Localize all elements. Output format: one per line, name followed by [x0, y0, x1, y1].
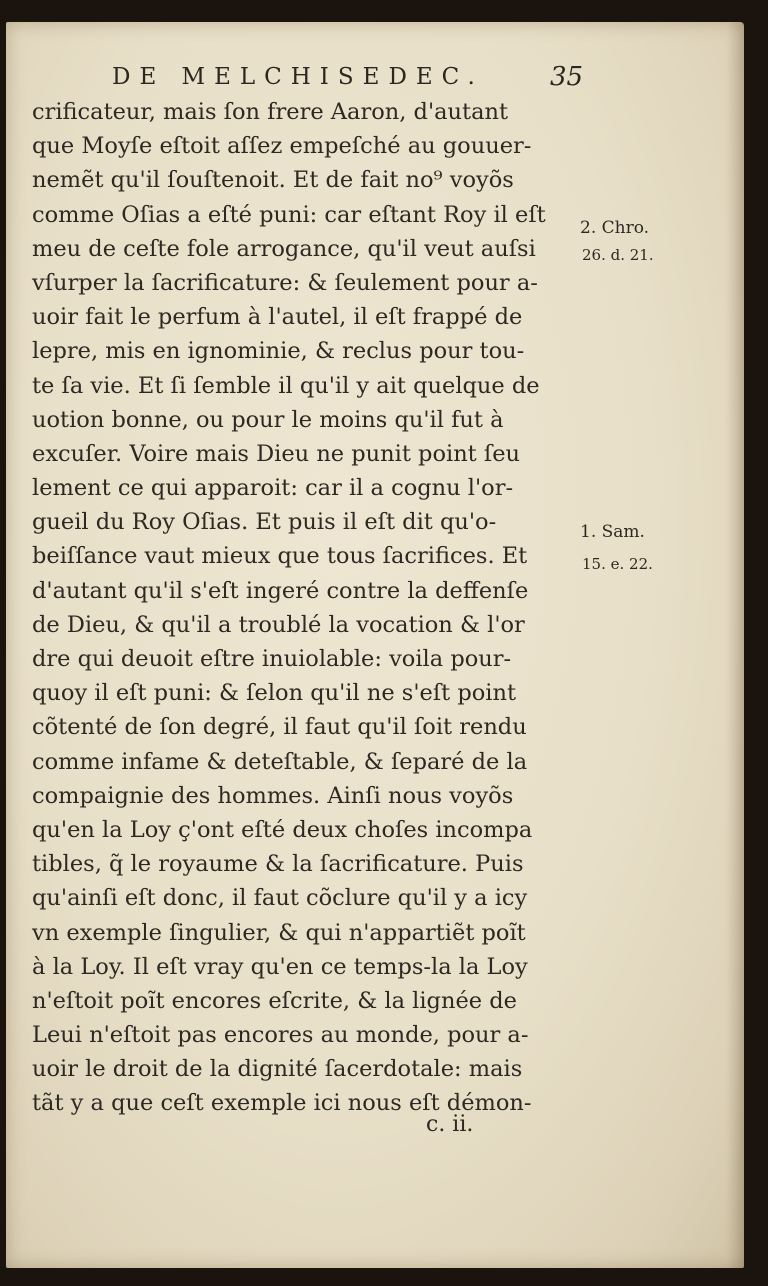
text-line: nemẽt qu'il ſouſtenoit. Et de fait no⁹ voyõs — [32, 167, 514, 194]
text-line: beiſſance vaut mieux que tous ſacrifices. Et — [32, 543, 528, 570]
text-line: tibles, q̃ le royaume & la ſacrificature. Puis — [32, 851, 524, 878]
body-text — [32, 95, 584, 1121]
text-line: compaignie des hommes. Ainſi nous voyõs — [32, 782, 514, 809]
text-line: uoir le droit de la dignité ſacerdotale: mais — [32, 1056, 523, 1083]
margin-note-reference: 15. e. 22. — [582, 555, 653, 573]
margin-note-reference: 26. d. 21. — [582, 246, 654, 264]
text-line: crificateur, mais ſon frere Aaron, d'autant — [32, 99, 509, 125]
text-line: uoir fait le perfum à l'autel, il eſt frappé de — [32, 304, 523, 331]
text-line: d'autant qu'il s'eſt ingeré contre la deffenſe — [32, 577, 529, 604]
text-line: dre qui deuoit eſtre inuiolable: voila pour- — [32, 646, 512, 672]
text-line: de Dieu, & qu'il a troublé la vocation & l'or — [32, 611, 525, 638]
page-edge-shadow — [726, 22, 744, 1268]
text-line: cõtenté de ſon degré, il faut qu'il ſoit rendu — [32, 714, 527, 741]
text-line: qu'ainſi eſt donc, il faut cõclure qu'il y a icy — [32, 885, 528, 912]
signature-mark: c. ii. — [426, 1112, 474, 1137]
margin-note-reference: 2. Chro. — [580, 218, 650, 238]
text-line: que Moyſe eſtoit aſſez empeſché au gouuer- — [32, 133, 532, 160]
text-line: gueil du Roy Oſias. Et puis il eſt dit qu'o- — [32, 509, 497, 536]
text-line: lepre, mis en ignominie, & reclus pour tou- — [32, 338, 525, 365]
text-line: comme infame & deteſtable, & ſeparé de la — [32, 748, 528, 775]
text-line: comme Oſias a eſté puni: car eſtant Roy il eſt — [32, 201, 546, 228]
text-line: tãt y a que ceſt exemple ici nous eſt démon- — [32, 1090, 532, 1117]
text-line: qu'en la Loy ç'ont eſté deux choſes incompa — [32, 816, 533, 843]
text-line: à la Loy. Il eſt vray qu'en ce temps-la la Loy — [32, 953, 528, 980]
margin-note-reference: 1. Sam. — [580, 522, 645, 542]
text-line: meu de ceſte fole arrogance, qu'il veut auſsi — [32, 235, 536, 262]
text-line: Leui n'eſtoit pas encores au monde, pour a- — [32, 1022, 529, 1049]
text-line: vn exemple ſingulier, & qui n'appartiẽt poĩt — [32, 919, 526, 946]
text-line: te ſa vie. Et ſi ſemble il qu'il y ait quelque de — [32, 372, 540, 399]
page-number: 35 — [550, 62, 584, 92]
text-line: excuſer. Voire mais Dieu ne punit point ſeu — [32, 440, 521, 467]
text-line: uotion bonne, ou pour le moins qu'il fut à — [32, 406, 504, 433]
text-line: lement ce qui apparoit: car il a cognu l'or- — [32, 475, 514, 502]
text-line: vſurper la ſacrificature: & ſeulement pour a- — [32, 269, 538, 296]
text-line: quoy il eſt puni: & ſelon qu'il ne s'eſt point — [32, 680, 517, 707]
text-line: n'eſtoit poĩt encores eſcrite, & la lignée de — [32, 987, 517, 1014]
running-head: DE MELCHISEDEC. — [112, 64, 484, 90]
